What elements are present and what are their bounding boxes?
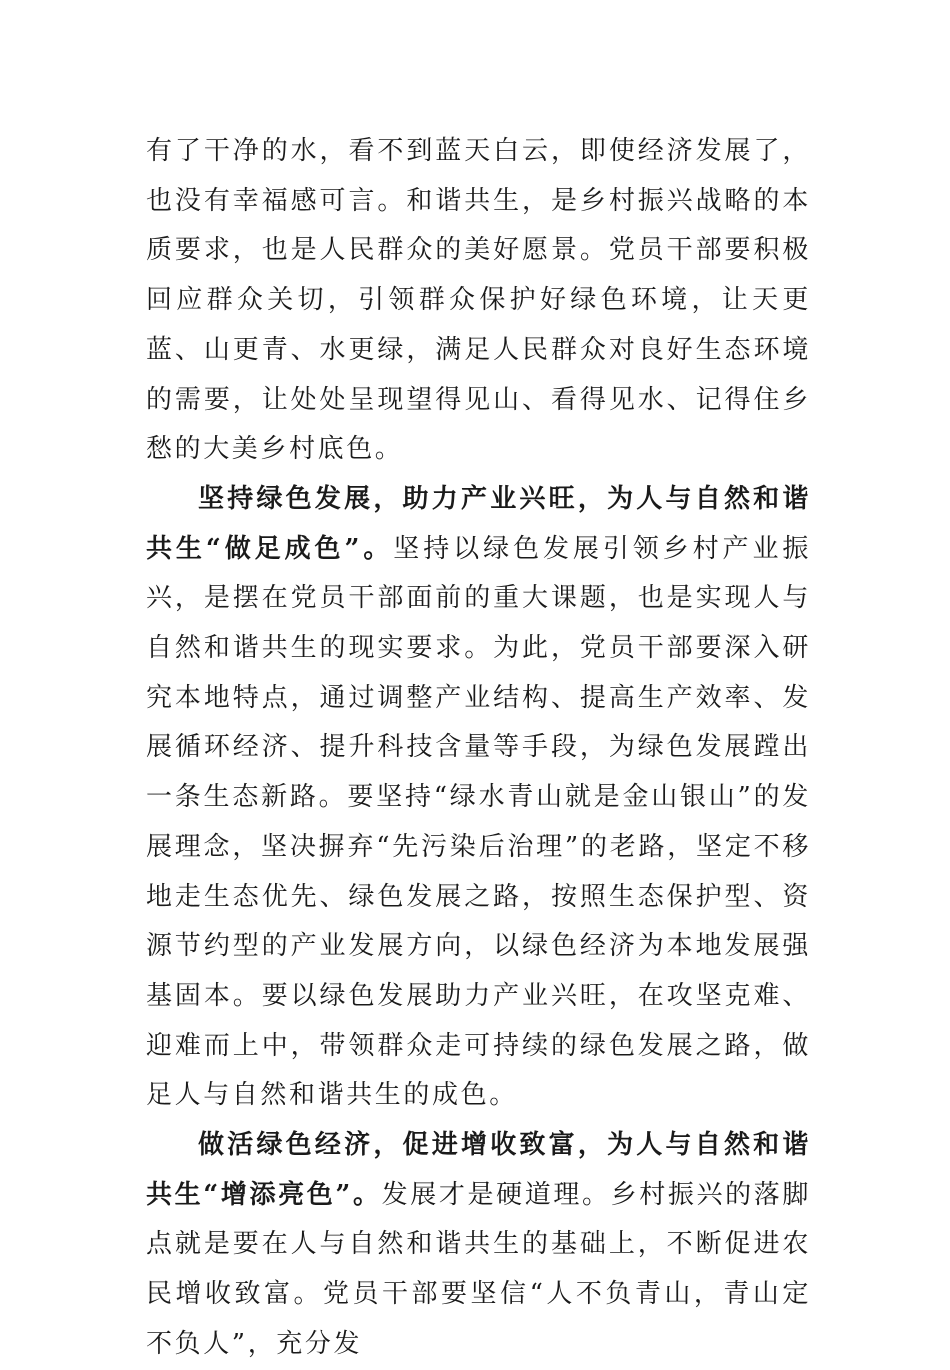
paragraph-3-lead: 做活绿色经济，促进增收致富，为人与自然和谐共生“增添亮色”。: [146, 1130, 811, 1210]
paragraph-3-text: 发展才是硬道理。乡村振兴的落脚点就是要在人与自然和谐共生的基础上，不断促进农民增收致富。党员干部要坚信“人不负青山，青山定不负人”，充分发: [146, 1179, 811, 1359]
paragraph-2: [146, 475, 811, 1121]
paragraph-3: [146, 1121, 811, 1370]
paragraph-2-text: 坚持以绿色发展引领乡村产业振兴，是摆在党员干部面前的重大课题，也是实现人与自然和谐共生的现实要求。为此，党员干部要深入研究本地特点，通过调整产业结构、提高生产效率、发展循环经济、提升科技含量等手段，为绿色发展蹚出一条生态新路。要坚持“绿水青山就是金山银山”的发展理念，坚决摒弃“先污染后治理”的老路，坚定不移地走生态优先、绿色发展之路，按照生态保护型、资源节约型的产业发展方向，以绿色经济为本地发展强基固本。要以绿色发展助力产业兴旺，在攻坚克难、迎难而上中，带领群众走可持续的绿色发展之路，做足人与自然和谐共生的成色。: [146, 533, 811, 1111]
paragraph-2-lead: 坚持绿色发展，助力产业兴旺，为人与自然和谐共生“做足成色”。: [146, 483, 811, 564]
paragraph-1-text: 有了干净的水，看不到蓝天白云，即使经济发展了，也没有幸福感可言。和谐共生，是乡村振兴战略的本质要求，也是人民群众的美好愿景。党员干部要积极回应群众关切，引领群众保护好绿色环境，让天更蓝、山更青、水更绿，满足人民群众对良好生态环境的需要，让处处呈现望得见山、看得见水、记得住乡愁的大美乡村底色。: [146, 136, 811, 465]
paragraph-1: [146, 127, 811, 475]
document-body: [146, 127, 811, 1370]
